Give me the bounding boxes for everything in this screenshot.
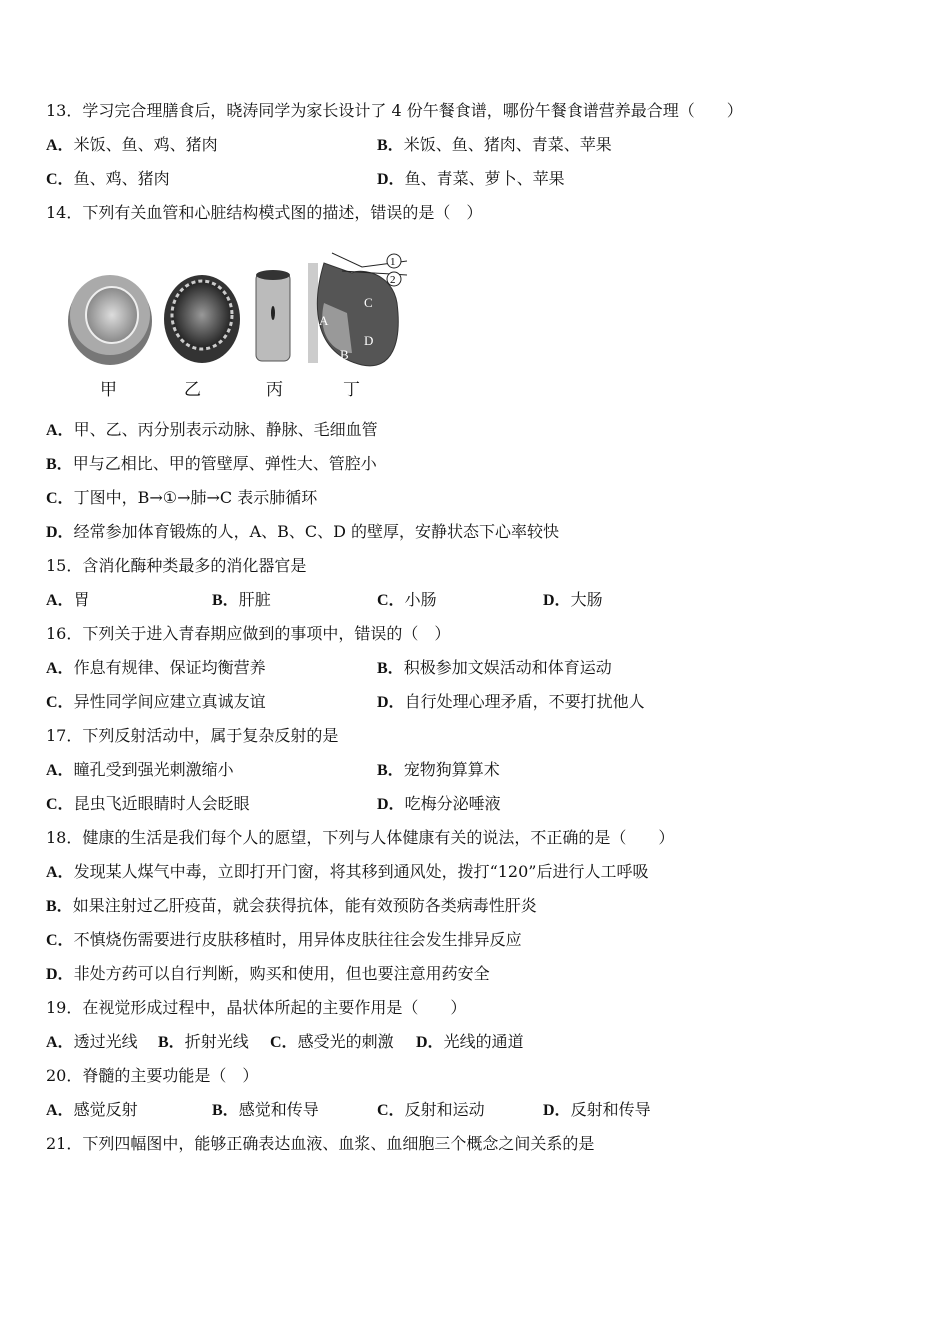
question-stem: 18．健康的生活是我们每个人的愿望，下列与人体健康有关的说法，不正确的是（ ） (46, 828, 675, 847)
option-d: D．反射和传导 (543, 1100, 651, 1119)
option-a: A．米饭、鱼、鸡、猪肉 (46, 135, 218, 154)
option-c: C．小肠 (377, 590, 437, 609)
option-d: D．光线的通道 (416, 1032, 524, 1051)
option-d: D．鱼、青菜、萝卜、苹果 (377, 169, 565, 188)
question-stem: 16．下列关于进入青春期应做到的事项中，错误的（ ） (46, 624, 451, 643)
svg-text:D: D (364, 333, 374, 348)
svg-text:2: 2 (390, 274, 396, 286)
question-stem: 19．在视觉形成过程中，晶状体所起的主要作用是（ ） (46, 998, 467, 1017)
option-c: C．丁图中，B→①→肺→C 表示肺循环 (46, 488, 318, 507)
question-stem: 15．含消化酶种类最多的消化器官是 (46, 556, 307, 575)
svg-text:A: A (319, 313, 329, 328)
option-c: C．感受光的刺激 (270, 1032, 394, 1051)
option-b: B．宠物狗算算术 (377, 760, 500, 779)
svg-text:C: C (364, 295, 373, 310)
option-d: D．非处方药可以自行判断，购买和使用，但也要注意用药安全 (46, 964, 490, 983)
blood-vessel-heart-figure (62, 243, 422, 398)
option-b: B．积极参加文娱活动和体育运动 (377, 658, 612, 677)
question-stem: 21．下列四幅图中，能够正确表达血液、血浆、血细胞三个概念之间关系的是 (46, 1134, 595, 1153)
option-d: D．经常参加体育锻炼的人，A、B、C、D 的壁厚，安静状态下心率较快 (46, 522, 560, 541)
option-b: B．肝脏 (212, 590, 271, 609)
heart-drawing (308, 253, 407, 366)
figure-label-bing: 丙 (266, 380, 283, 400)
option-d: D．吃梅分泌唾液 (377, 794, 501, 813)
svg-text:B: B (340, 347, 349, 362)
option-a: A．瞳孔受到强光刺激缩小 (46, 760, 234, 779)
question-stem: 20．脊髓的主要功能是（ ） (46, 1066, 259, 1085)
option-b: B．甲与乙相比、甲的管壁厚、弹性大、管腔小 (46, 454, 377, 473)
option-b: B．感觉和传导 (212, 1100, 319, 1119)
option-a: A．透过光线 (46, 1032, 138, 1051)
option-a: A．作息有规律、保证均衡营养 (46, 658, 266, 677)
artery-drawing (68, 275, 152, 365)
figure-label-jia: 甲 (100, 380, 117, 400)
option-a: A．感觉反射 (46, 1100, 138, 1119)
option-c: C．异性同学间应建立真诚友谊 (46, 692, 266, 711)
option-a: A．甲、乙、丙分别表示动脉、静脉、毛细血管 (46, 420, 378, 439)
question-stem: 13．学习完合理膳食后，晓涛同学为家长设计了 4 份午餐食谱，哪份午餐食谱营养最合理（ ） (46, 101, 743, 120)
option-b: B．如果注射过乙肝疫苗，就会获得抗体，能有效预防各类病毒性肝炎 (46, 896, 537, 915)
option-d: D．大肠 (543, 590, 603, 609)
option-d: D．自行处理心理矛盾，不要打扰他人 (377, 692, 645, 711)
vessel-heart-illustration (62, 243, 422, 373)
option-c: C．反射和运动 (377, 1100, 485, 1119)
option-c: C．昆虫飞近眼睛时人会眨眼 (46, 794, 250, 813)
capillary-drawing (256, 270, 290, 361)
question-stem: 17．下列反射活动中，属于复杂反射的是 (46, 726, 339, 745)
figure-label-yi: 乙 (184, 380, 201, 400)
option-c: C．不慎烧伤需要进行皮肤移植时，用异体皮肤往往会发生排异反应 (46, 930, 522, 949)
vein-drawing (164, 275, 240, 363)
option-a: A．胃 (46, 590, 90, 609)
option-b: B．米饭、鱼、猪肉、青菜、苹果 (377, 135, 612, 154)
option-c: C．鱼、鸡、猪肉 (46, 169, 170, 188)
option-b: B．折射光线 (158, 1032, 249, 1051)
svg-text:1: 1 (390, 256, 396, 268)
option-a: A．发现某人煤气中毒，立即打开门窗，将其移到通风处，拨打“120”后进行人工呼吸 (46, 862, 649, 881)
question-stem: 14．下列有关血管和心脏结构模式图的描述，错误的是（ ） (46, 203, 483, 222)
figure-label-ding: 丁 (343, 380, 360, 400)
